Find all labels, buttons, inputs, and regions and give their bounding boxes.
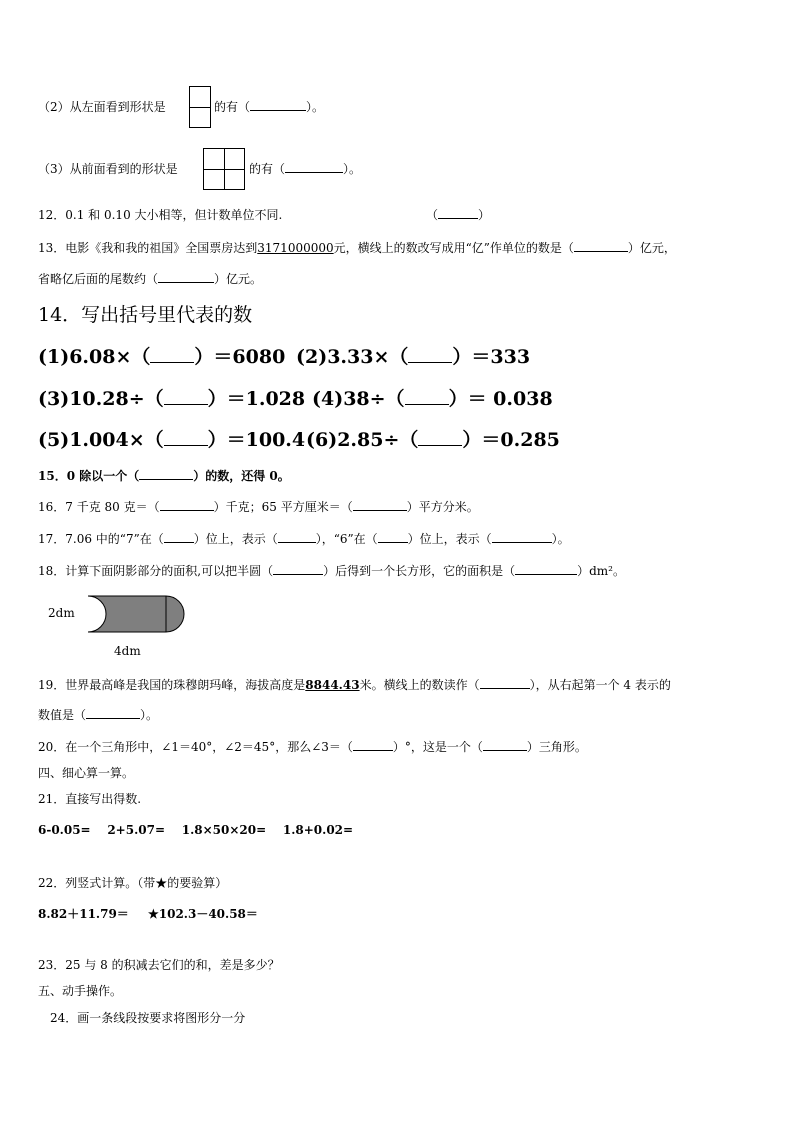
q18: 18．计算下面阴影部分的面积,可以把半圆（ ）后得到一个长方形，它的面积是（ ）dm²。 xyxy=(38,564,625,578)
q14-item-2: (2)3.33×（ ）＝333 xyxy=(296,346,531,368)
q13-line2: 省略亿后面的尾数约（ ）亿元。 xyxy=(38,272,263,286)
q11-part3: （3）从前面看到的形状是 xyxy=(38,162,178,176)
answer-blank[interactable] xyxy=(378,531,408,543)
q12: 12．0.1 和 0.10 大小相等，但计数单位不同. xyxy=(38,208,283,222)
q11-part2-answer: 的有（ ）。 xyxy=(214,100,325,114)
q19-line1: 19．世界最高峰是我国的珠穆朗玛峰，海拔高度是8844.43米。横线上的数读作（ ），从右起第一个 4 表示的 xyxy=(38,678,671,692)
answer-blank[interactable] xyxy=(408,346,452,363)
front-view-shape xyxy=(203,148,245,190)
shaded-region xyxy=(88,596,184,632)
q12-judge: （ ） xyxy=(426,208,491,222)
q14-item-6: (6)2.85÷（ ）＝0.285 xyxy=(306,429,560,451)
q22-expr-2: ★102.3－40.58＝ xyxy=(148,907,258,921)
answer-blank[interactable] xyxy=(160,499,214,511)
figure-label-height: 2dm xyxy=(48,606,75,620)
section-5-heading: 五、动手操作。 xyxy=(38,984,123,998)
answer-blank[interactable] xyxy=(164,531,194,543)
q16: 16．7 千克 80 克＝（ ）千克；65 平方厘米＝（ ）平方分米。 xyxy=(38,500,479,514)
answer-blank[interactable] xyxy=(158,271,214,283)
answer-blank[interactable] xyxy=(278,531,316,543)
q13-line1: 13．电影《我和我的祖国》全国票房达到3171000000元，横线上的数改写成用“亿”作单位的数是（ ）亿元， xyxy=(38,241,676,255)
q14-title: 14．写出括号里代表的数 xyxy=(38,304,253,326)
answer-blank[interactable] xyxy=(353,739,393,751)
q22-expr-1: 8.82＋11.79＝ xyxy=(38,907,129,921)
answer-blank[interactable] xyxy=(492,531,552,543)
answer-blank[interactable] xyxy=(405,388,449,405)
answer-blank[interactable] xyxy=(480,677,530,689)
answer-blank[interactable] xyxy=(483,739,527,751)
q20: 20．在一个三角形中，∠1＝40°，∠2＝45°，那么∠3＝（ ）°，这是一个（ ）三角形。 xyxy=(38,740,587,754)
answer-blank[interactable] xyxy=(515,563,577,575)
q14-item-1: (1)6.08×（ ）＝6080 xyxy=(38,346,286,368)
q14-item-5: (5)1.004×（ ）＝100.4 xyxy=(38,429,306,451)
answer-blank[interactable] xyxy=(150,346,194,363)
q17: 17．7.06 中的“7”在（ ）位上，表示（ ），“6”在（ ）位上，表示（ ）。 xyxy=(38,532,570,546)
answer-blank[interactable] xyxy=(353,499,407,511)
q14-item-3: (3)10.28÷（ ）＝1.028 xyxy=(38,388,306,410)
q15: 15．0 除以一个（ ）的数，还得 0。 xyxy=(38,469,290,483)
answer-blank[interactable] xyxy=(285,161,343,173)
answer-blank[interactable] xyxy=(273,563,323,575)
q11-part2: （2）从左面看到形状是 xyxy=(38,100,166,114)
q23: 23．25 与 8 的积减去它们的和，差是多少？ xyxy=(38,958,280,972)
q21-title: 21．直接写出得数. xyxy=(38,792,142,806)
answer-blank[interactable] xyxy=(139,468,193,480)
shaded-area-figure xyxy=(86,594,186,634)
left-view-shape xyxy=(189,86,211,128)
q24: 24．画一条线段按要求将图形分一分 xyxy=(50,1011,246,1025)
q19-line2: 数值是（ ）。 xyxy=(38,708,159,722)
answer-blank[interactable] xyxy=(164,429,208,446)
answer-blank[interactable] xyxy=(250,99,306,111)
q21-expressions: 6-0.05= 2+5.07= 1.8×50×20= 1.8+0.02= xyxy=(38,823,354,837)
figure-label-width: 4dm xyxy=(114,644,141,658)
q22-title: 22．列竖式计算。（带★的要验算） xyxy=(38,876,228,890)
q11-part3-answer: 的有（ ）。 xyxy=(249,162,362,176)
answer-blank[interactable] xyxy=(574,240,628,252)
q14-item-4: (4)38÷（ ）＝ 0.038 xyxy=(312,388,553,410)
section-4-heading: 四、细心算一算。 xyxy=(38,766,135,780)
answer-blank[interactable] xyxy=(86,707,140,719)
underlined-number: 3171000000 xyxy=(257,241,334,255)
answer-blank[interactable] xyxy=(418,429,462,446)
answer-blank[interactable] xyxy=(164,388,208,405)
underlined-number: 8844.43 xyxy=(305,678,360,692)
answer-blank[interactable] xyxy=(438,207,478,219)
